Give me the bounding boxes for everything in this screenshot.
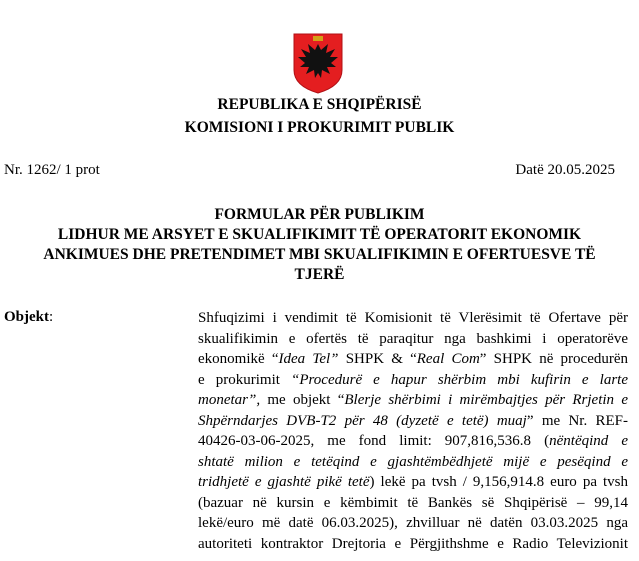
document-date: Datë 20.05.2025 (515, 162, 615, 178)
body-line: monetar”, me objekt “Blerje shërbimi i mirëmbajtjes për Rrjetin e (198, 392, 628, 408)
commission-heading: KOMISIONI I PROKURIMIT PUBLIK (184, 119, 455, 136)
object-label: Objekt: (4, 309, 54, 325)
body-line: 40426-03-06-2025, me fond limit: 907,816,536.8 (nëntëqind e (198, 433, 628, 449)
body-line: shtatë milion e tetëqind e gjashtëmbëdhjetë mijë e pesëqind e (198, 453, 628, 470)
object-description (198, 308, 628, 554)
protocol-number: Nr. 1262/ 1 prot (4, 162, 100, 178)
body-line: Shpërndarjes DVB-T2 për 48 (dyzetë e tetë) muaj” me Nr. REF- (198, 412, 628, 429)
form-title-line-1: FORMULAR PËR PUBLIKIM (214, 206, 425, 223)
body-line: tridhjetë e gjashtë pikë tetë) lekë pa tvsh / 9,156,914.8 euro pa tvsh (198, 474, 629, 490)
body-line: (bazuar në kursin e këmbimit të Bankës së Shqipërisë – 99,14 (198, 494, 628, 511)
form-title-line-3: ANKIMUES DHE PRETENDIMET MBI SKUALIFIKIMIN E OFERTUESVE TË (43, 246, 596, 263)
body-line: skualifikimin e ofertës të paraqitur nga bashkimi i operatorëve (198, 330, 628, 347)
republic-heading: REPUBLIKA E SHQIPËRISË (217, 96, 422, 113)
form-title-line-4: TJERË (294, 266, 345, 283)
body-line: autoriteti kontraktor Drejtoria e Përgjithshme e Radio Televizionit (198, 535, 628, 552)
body-line: e prokurimit “Procedurë e hapur shërbim mbi kufirin e larte (198, 371, 628, 388)
albanian-emblem-icon (291, 30, 345, 94)
body-line: ekonomikë “Idea Tel” SHPK & “Real Com” SHPK në procedurën (198, 351, 629, 367)
body-line: lekë/euro më datë 06.03.2025), zhvilluar në datën 03.03.2025 nga (198, 515, 628, 531)
form-title-line-2: LIDHUR ME ARSYET E SKUALIFIKIMIT TË OPERATORIT EKONOMIK (57, 226, 582, 243)
body-line: Shfuqizimi i vendimit të Komisionit të Vlerësimit të Ofertave për (198, 310, 628, 326)
